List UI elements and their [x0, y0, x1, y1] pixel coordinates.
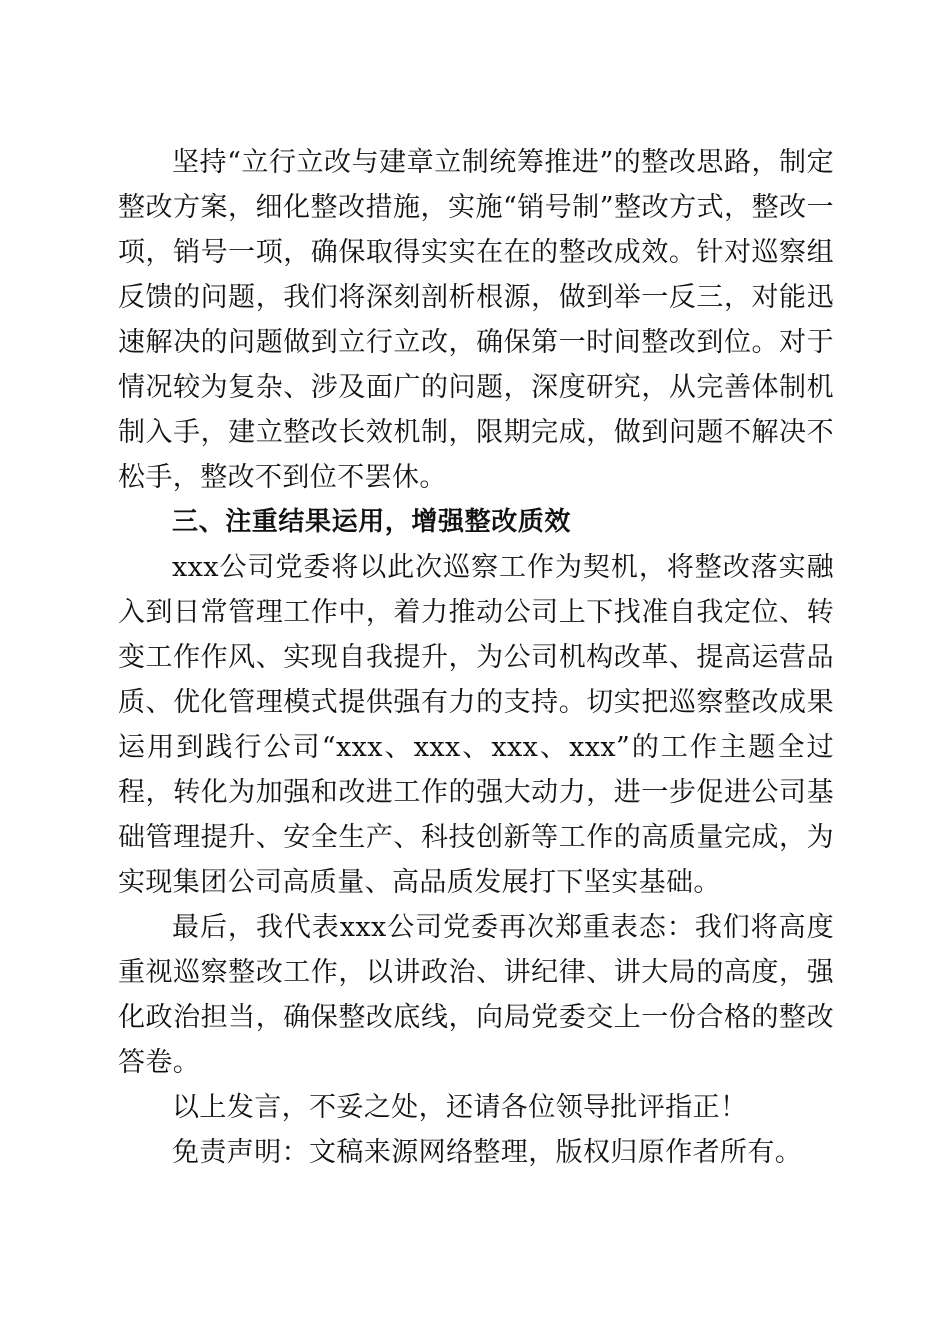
paragraph-rectification-approach: 坚持“立行立改与建章立制统筹推进”的整改思路，制定整改方案，细化整改措施，实施“销号制”整改方式，整改一项，销号一项，确保取得实实在在的整改成效。针对巡察组反馈的问题，我们将深刻剖析根源，做到举一反三，对能迅速解决的问题做到立行立改，确保第一时间整改到位。对于情况较为复杂、涉及面广的问题，深度研究，从完善体制机制入手，建立整改长效机制，限期完成，做到问题不解决不松手，整改不到位不罢休。	[118, 147, 834, 493]
paragraph-closing-statement: 最后，我代表xxx公司党委再次郑重表态：我们将高度重视巡察整改工作，以讲政治、讲纪律、讲大局的高度，强化政治担当，确保整改底线，向局党委交上一份合格的整改答卷。	[118, 912, 834, 1078]
paragraph-results-application: xxx公司党委将以此次巡察工作为契机，将整改落实融入到日常管理工作中，着力推动公司上下找准自我定位、转变工作作风、实现自我提升，为公司机构改革、提高运营品质、优化管理模式提供强有力的支持。切实把巡察整改成果运用到践行公司“xxx、xxx、xxx、xxx”的工作主题全过程，转化为加强和改进工作的强大动力，进一步促进公司基础管理提升、安全生产、科技创新等工作的高质量完成，为实现集团公司高质量、高品质发展打下坚实基础。	[118, 552, 834, 898]
section-heading-3: 三、注重结果运用，增强整改质效	[172, 507, 572, 537]
paragraph-closing-remark: 以上发言，不妥之处，还请各位领导批评指正！	[172, 1092, 748, 1123]
disclaimer: 免责声明：文稿来源网络整理，版权归原作者所有。	[172, 1137, 803, 1168]
document-body	[118, 140, 834, 1175]
